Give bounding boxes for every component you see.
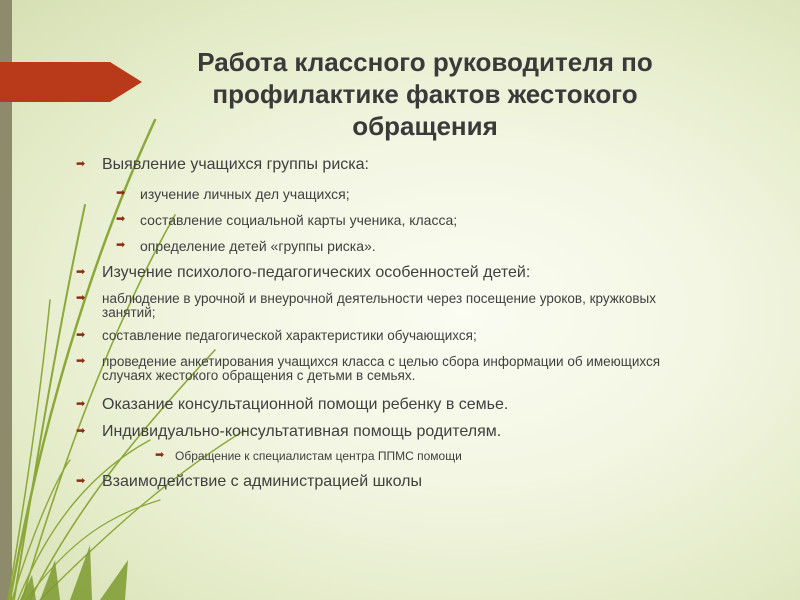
list-item-text: составление педагогической характеристики обучающихся; [102,328,477,343]
list-item-text: Взаимодействие с администрацией школы [102,473,422,490]
title-line: профилактике фактов жестокого [212,79,638,109]
list-item [76,395,509,415]
list-item [76,422,502,442]
arrow-bullet-icon: ➡ [76,292,86,304]
list-item [116,211,458,229]
list-item [76,328,702,343]
arrow-bullet-icon: ➡ [76,475,86,487]
arrow-bullet-icon: ➡ [76,425,86,437]
list-item-text: изучение личных дел учащихся; [140,186,350,202]
list-item-text: наблюдение в урочной и внеурочной деятельности через посещение уроков, кружковых занятий; [102,291,656,320]
arrow-bullet-icon: ➡ [76,266,86,278]
arrow-bullet-icon: ➡ [155,449,165,461]
list-item [76,263,531,283]
list-item-text: определение детей «группы риска». [140,238,376,254]
list-item [76,155,369,175]
list-item [116,237,376,255]
list-item-text: Выявление учащихся группы риска: [102,156,369,173]
list-item [76,354,702,383]
list-item-text: Оказание консультационной помощи ребенку в семье. [102,396,509,413]
list-item [116,185,350,203]
arrow-bullet-icon: ➡ [116,187,126,199]
title-line: обращения [352,111,498,141]
arrow-bullet-icon: ➡ [76,158,86,170]
arrow-bullet-icon: ➡ [76,329,86,341]
list-item-text: проведение анкетирования учащихся класса с целью сбора информации об имеющихся случаях жестокого обращения с детьми в семьях. [102,354,661,383]
list-item-text: составление социальной карты ученика, класса; [140,212,458,228]
list-item [155,448,462,464]
list-item-text: Индивидуально-консультативная помощь родителям. [102,423,502,440]
list-item-text: Обращение к специалистам центра ППМС помощи [175,449,462,463]
title-line: Работа классного руководителя по [197,47,653,77]
arrow-bullet-icon: ➡ [76,355,86,367]
list-item [76,472,422,492]
arrow-bullet-icon: ➡ [116,239,126,251]
arrow-bullet-icon: ➡ [76,398,86,410]
list-item-text: Изучение психолого-педагогических особенностей детей: [102,264,531,281]
arrow-bullet-icon: ➡ [116,213,126,225]
list-item [76,291,702,320]
